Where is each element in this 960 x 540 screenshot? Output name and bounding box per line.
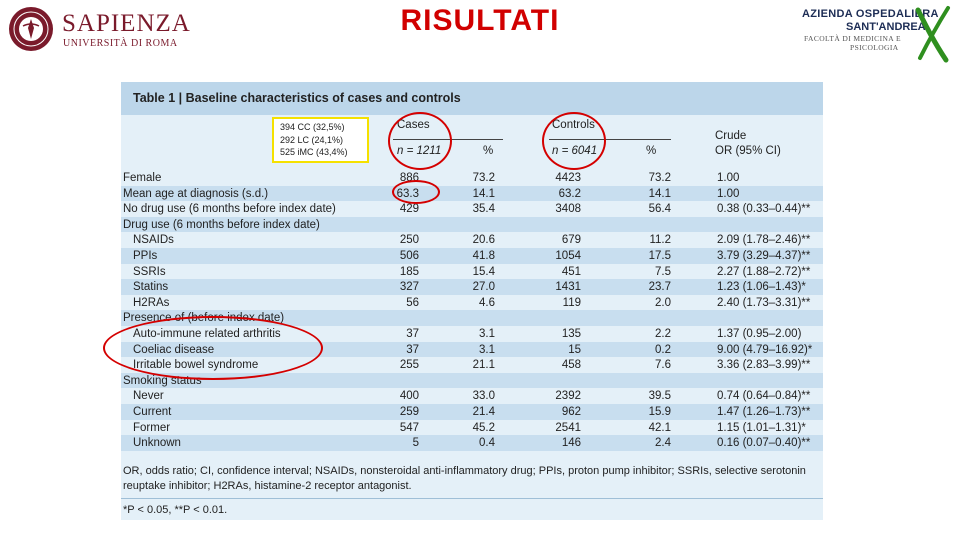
significance-footnote: *P < 0.05, **P < 0.01. <box>123 504 228 516</box>
header-crude: Crude <box>715 130 747 142</box>
controls-count: 146 <box>561 437 581 450</box>
controls-percent: 39.5 <box>648 390 671 403</box>
row-label: H2RAs <box>133 296 170 309</box>
cases-count: 255 <box>399 359 419 372</box>
table-caption: Baseline characteristics of cases and controls <box>185 91 461 105</box>
university-subtitle: UNIVERSITÀ DI ROMA <box>63 38 178 49</box>
crude-or: 1.47 (1.26–1.73)** <box>717 406 811 418</box>
controls-count: 2541 <box>555 421 581 434</box>
controls-percent: 2.2 <box>655 328 671 340</box>
cases-count: 327 <box>399 281 419 294</box>
controls-count: 679 <box>561 234 581 247</box>
crude-or: 9.00 (4.79–16.92)* <box>717 343 813 356</box>
controls-count: 458 <box>561 359 581 372</box>
cases-header-circle <box>388 112 452 170</box>
cases-percent: 33.0 <box>472 390 495 403</box>
controls-header-circle <box>542 112 606 170</box>
row-label: Auto-immune related arthritis <box>133 328 281 340</box>
table-row <box>121 388 823 404</box>
table-title <box>133 91 461 105</box>
facolta-line-1: FACOLTÀ DI MEDICINA E <box>804 34 901 43</box>
facolta-line-2: PSICOLOGIA <box>850 43 899 52</box>
cases-percent: 35.4 <box>472 203 495 216</box>
table-row <box>121 279 823 295</box>
crude-or: 3.79 (3.29–4.37)** <box>717 250 811 262</box>
controls-percent: 7.6 <box>655 359 671 372</box>
row-label: Statins <box>133 281 169 294</box>
controls-count: 119 <box>562 296 581 309</box>
controls-count: 1431 <box>555 281 581 294</box>
row-label: Current <box>133 406 172 418</box>
controls-count: 2392 <box>555 390 581 403</box>
controls-percent: 15.9 <box>648 406 671 418</box>
header-controls: Controls <box>552 119 595 131</box>
mean-age-circle <box>392 180 440 204</box>
controls-count: 63.2 <box>558 187 581 200</box>
cases-percent: 14.1 <box>472 187 495 200</box>
cases-count: 547 <box>399 421 419 434</box>
row-label: Female <box>123 172 162 184</box>
controls-percent: 2.4 <box>655 437 671 450</box>
controls-percent: 7.5 <box>655 265 671 278</box>
green-cross-icon <box>912 4 952 64</box>
row-label: SSRIs <box>133 265 166 278</box>
annotation-line: 394 CC (32,5%) <box>280 122 345 132</box>
annotation-line: 292 LC (24,1%) <box>280 134 344 145</box>
controls-count: 4423 <box>555 172 581 184</box>
cases-percent: 21.4 <box>472 406 495 418</box>
header-cases-n: n = 1211 <box>397 145 442 157</box>
cases-count: 185 <box>399 265 419 278</box>
header-cases-pct: % <box>483 145 494 157</box>
controls-count: 3408 <box>555 203 581 216</box>
controls-count: 1054 <box>555 250 581 262</box>
header-or-ci: OR (95% CI) <box>715 145 781 157</box>
autoimmune-conditions-circle <box>103 316 323 380</box>
university-name: SAPIENZA <box>62 10 191 37</box>
cases-count: 259 <box>399 406 419 418</box>
cases-count: 37 <box>406 343 419 356</box>
abbreviations-footnote: OR, odds ratio; CI, confidence interval; NSAIDs, nonsteroidal anti-inflammatory drug; PPIs, proton pump inhibitor; SSRIs, selective serotonin reuptake inhibitor; H2RAs, histamine-2 receptor antagonist. <box>123 465 806 492</box>
row-label: PPIs <box>133 250 158 262</box>
crude-or: 0.38 (0.33–0.44)** <box>717 203 811 216</box>
controls-percent: 14.1 <box>648 187 671 200</box>
table-row <box>121 420 823 436</box>
controls-percent: 56.4 <box>648 203 671 216</box>
cases-percent: 3.1 <box>479 343 495 356</box>
cases-count: 886 <box>399 172 419 184</box>
subtype-annotation-box <box>272 117 369 163</box>
crude-or: 2.09 (1.78–2.46)** <box>717 234 811 247</box>
header-cases: Cases <box>397 119 430 131</box>
crude-or: 0.16 (0.07–0.40)** <box>717 437 811 450</box>
controls-count: 451 <box>561 265 581 278</box>
table-row <box>121 404 823 420</box>
controls-count: 135 <box>561 328 581 340</box>
crude-or: 1.37 (0.95–2.00) <box>717 328 802 340</box>
table-title-bar <box>121 82 823 115</box>
controls-count: 15 <box>568 343 581 356</box>
table-row <box>121 232 823 248</box>
crude-or: 1.00 <box>717 187 740 200</box>
crude-or: 1.15 (1.01–1.31)* <box>717 421 806 434</box>
crude-or: 1.00 <box>717 172 740 184</box>
cases-count: 250 <box>399 234 419 247</box>
table-number: Table 1 | <box>133 91 183 105</box>
crude-or: 2.40 (1.73–3.31)** <box>717 296 811 309</box>
header-controls-n: n = 6041 <box>552 145 598 157</box>
controls-percent: 23.7 <box>648 281 671 294</box>
controls-percent: 42.1 <box>648 421 671 434</box>
crude-or: 2.27 (1.88–2.72)** <box>717 265 811 278</box>
table-row <box>121 295 823 311</box>
cases-percent: 3.1 <box>479 328 495 340</box>
cases-count: 5 <box>412 437 419 450</box>
table-row <box>121 170 823 186</box>
footnote-divider <box>121 498 823 499</box>
table-row <box>121 248 823 264</box>
crude-or: 1.23 (1.06–1.43)* <box>717 281 806 294</box>
annotation-line: 525 iMC (43,4%) <box>280 147 348 157</box>
row-label: No drug use (6 months before index date) <box>123 203 336 216</box>
controls-percent: 0.2 <box>655 343 671 356</box>
cases-count: 63.3 <box>396 187 419 200</box>
table-row <box>121 264 823 280</box>
table-row <box>121 201 823 217</box>
cases-count: 506 <box>399 250 419 262</box>
baseline-table <box>121 82 823 520</box>
row-label: Drug use (6 months before index date) <box>123 218 320 231</box>
page-title: RISULTATI <box>400 4 560 37</box>
azienda-logo <box>802 4 952 64</box>
controls-percent: 73.2 <box>648 172 671 184</box>
azienda-line-1: AZIENDA OSPEDALIERA <box>802 8 939 20</box>
cases-percent: 0.4 <box>479 437 495 450</box>
crude-or: 0.74 (0.64–0.84)** <box>717 390 811 403</box>
row-label: Mean age at diagnosis (s.d.) <box>123 187 269 200</box>
cases-percent: 20.6 <box>472 234 495 247</box>
cases-percent: 15.4 <box>472 265 495 278</box>
row-label: Smoking status <box>123 374 202 387</box>
controls-percent: 2.0 <box>655 296 671 309</box>
table-row <box>121 435 823 451</box>
controls-percent: 11.2 <box>649 234 671 247</box>
row-label: Coeliac disease <box>133 343 215 356</box>
cases-count: 56 <box>406 296 419 309</box>
table-row <box>121 186 823 202</box>
row-label: Unknown <box>133 437 181 450</box>
cases-percent: 45.2 <box>472 421 495 434</box>
crude-or: 3.36 (2.83–3.99)** <box>717 359 811 372</box>
cases-count: 37 <box>406 328 419 340</box>
row-label: NSAIDs <box>133 234 174 247</box>
cases-percent: 21.1 <box>472 359 495 372</box>
cases-percent: 73.2 <box>472 172 495 184</box>
cases-count: 429 <box>399 203 419 216</box>
row-label: Former <box>133 421 171 434</box>
controls-percent: 17.5 <box>648 250 671 262</box>
cases-count: 400 <box>399 390 419 403</box>
row-label: Irritable bowel syndrome <box>133 359 259 372</box>
header-controls-pct: % <box>646 145 657 157</box>
cases-percent: 27.0 <box>472 281 495 294</box>
row-label: Presence of (before index date) <box>123 312 285 325</box>
table-row <box>121 217 823 233</box>
cases-percent: 4.6 <box>479 296 495 309</box>
azienda-line-2: SANT'ANDREA <box>846 21 926 33</box>
row-label: Never <box>133 390 164 403</box>
controls-count: 962 <box>561 406 581 418</box>
cases-percent: 41.8 <box>472 250 495 262</box>
